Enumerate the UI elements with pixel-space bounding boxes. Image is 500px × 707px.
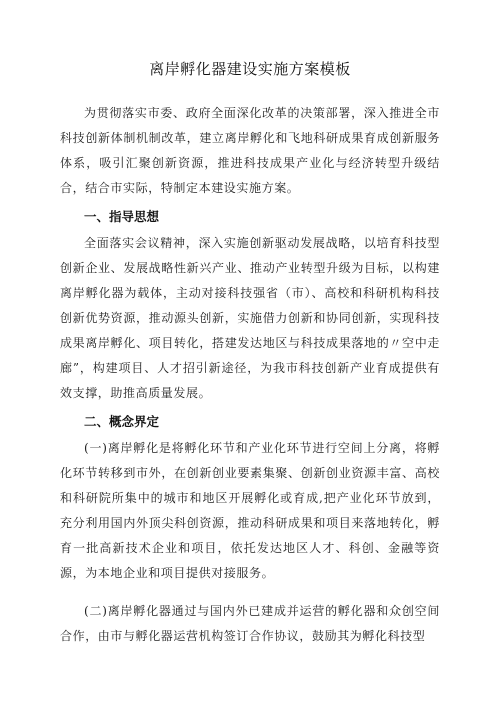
document-title: 离岸孵化器建设实施方案模板 bbox=[149, 60, 351, 78]
concept-paragraph-2: (二)离岸孵化器通过与国内外已建成并运营的孵化器和众创空间合作，由市与孵化器运营机构签订合作协议，鼓励其为孵化科技型 bbox=[60, 604, 440, 643]
section-heading-concept-definition: 二、概念界定 bbox=[84, 414, 160, 429]
section-heading-guiding-thought: 一、指导思想 bbox=[84, 209, 160, 224]
paragraph-gap bbox=[60, 589, 440, 599]
intro-paragraph: 为贯彻落实市委、政府全面深化改革的决策部署，深入推进全市科技创新体制机制改革，建立离岸孵化和飞地科研成果育成创新服务体系，吸引汇聚创新资源，推进科技成果产业化与经济转型升级结合，结合市实际，特制定本建设实施方案。 bbox=[60, 106, 440, 195]
concept-paragraph-1: (一)离岸孵化是将孵化环节和产业化环节进行空间上分离，将孵化环节转移到市外，在创新创业要素集聚、创新创业资源丰富、高校和科研院所集中的城市和地区开展孵化或育成,把产业化环节放到，充分利用国内外顶尖科创资源，推动科研成果和项目来落地转化，孵育一批高新技术企业和项目，依托发达地区人才、科创、金融等资源，为本地企业和项目提供对接服务。 bbox=[60, 441, 440, 580]
guiding-thought-paragraph: 全面落实会议精神，深入实施创新驱动发展战略，以培育科技型创新企业、发展战略性新兴产业、推动产业转型升级为目标，以构建离岸孵化器为载体，主动对接科技强省（市）、高校和科研机构科技创新优势资源，推动源头创新，实施借力创新和协同创新，实现科技成果离岸孵化、项目转化，搭建发达地区与科技成果落地的〃空中走廊”，构建项目、人才招引新途径，为我市科技创新产业育成提供有效支撑，助推高质量发展。 bbox=[60, 236, 440, 400]
